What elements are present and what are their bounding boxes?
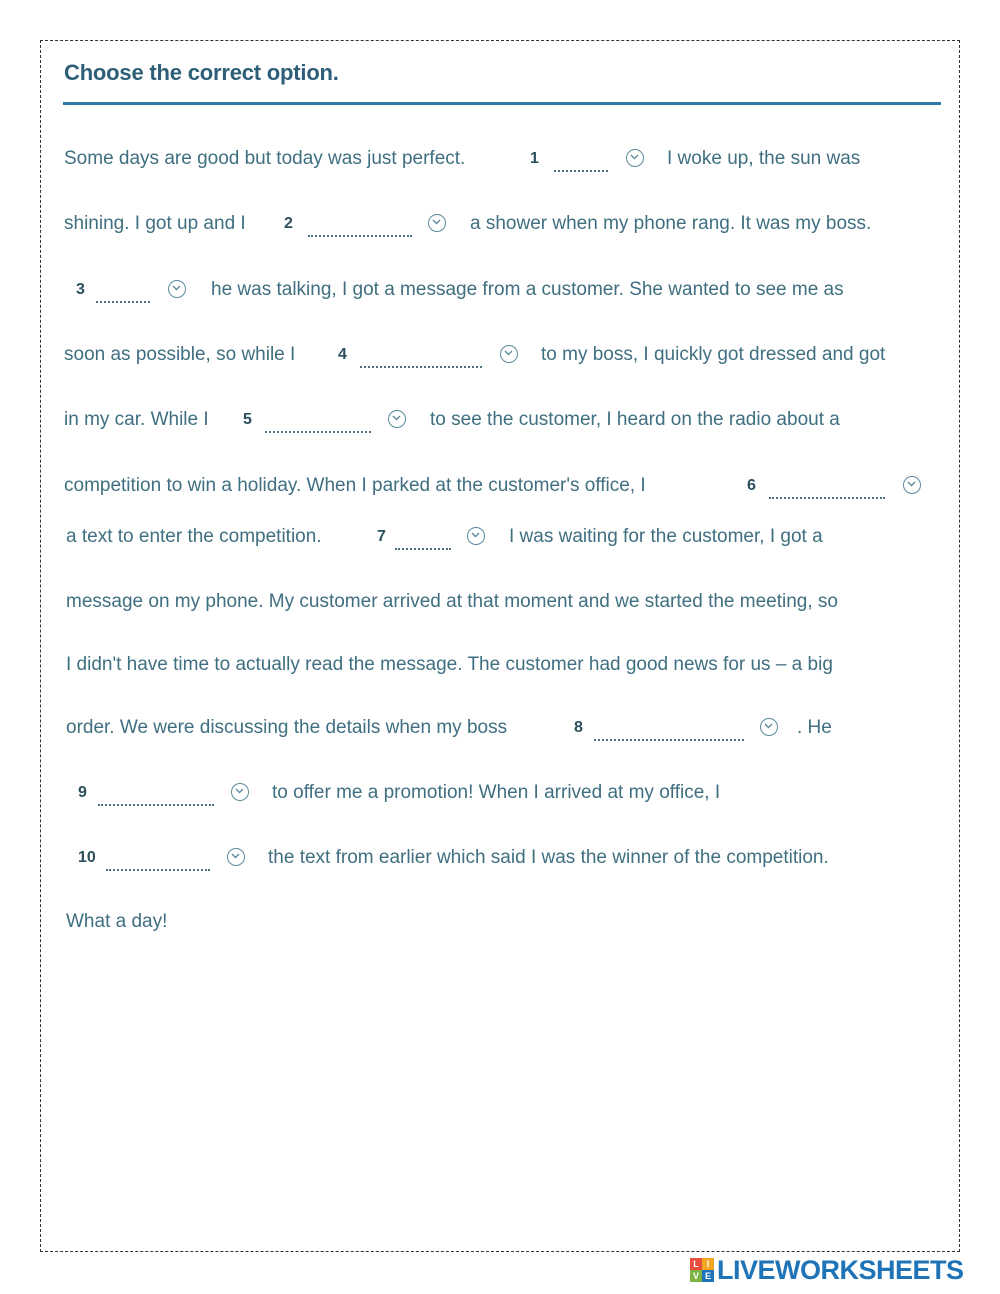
gap-number: 6 (747, 477, 756, 494)
chevron-down-icon[interactable] (903, 476, 921, 494)
text-line: a shower when my phone rang. It was my boss. (470, 213, 872, 234)
answer-gap-1[interactable] (530, 144, 650, 174)
gap-number: 5 (243, 411, 252, 428)
answer-blank[interactable] (395, 548, 451, 550)
answer-blank[interactable] (265, 431, 371, 433)
text-line: Some days are good but today was just perfect. (64, 148, 466, 169)
chevron-down-icon[interactable] (168, 280, 186, 298)
chevron-down-icon[interactable] (626, 149, 644, 167)
text-line: . He (797, 717, 832, 738)
chevron-down-icon[interactable] (231, 783, 249, 801)
gap-number: 7 (377, 528, 386, 545)
text-line: I was waiting for the customer, I got a (509, 526, 823, 547)
answer-gap-8[interactable] (574, 713, 784, 743)
text-line: I woke up, the sun was (667, 148, 861, 169)
chevron-down-icon[interactable] (760, 718, 778, 736)
answer-blank[interactable] (308, 235, 412, 237)
text-line: What a day! (66, 911, 168, 932)
answer-gap-9[interactable] (78, 778, 258, 808)
answer-blank[interactable] (594, 739, 744, 741)
logo-tile: L (690, 1258, 702, 1270)
text-line: to offer me a promotion! When I arrived at my office, I (272, 782, 721, 803)
chevron-down-icon[interactable] (428, 214, 446, 232)
gap-number: 4 (338, 346, 347, 363)
text-line: to see the customer, I heard on the radio about a (430, 409, 840, 430)
gap-number: 1 (530, 150, 539, 167)
heading-underline (63, 102, 941, 105)
text-line: competition to win a holiday. When I parked at the customer's office, I (64, 475, 646, 496)
chevron-down-icon[interactable] (467, 527, 485, 545)
answer-blank[interactable] (96, 301, 150, 303)
logo-text: LIVEWORKSHEETS (717, 1254, 964, 1285)
text-line: he was talking, I got a message from a customer. She wanted to see me as (211, 279, 844, 300)
answer-gap-5[interactable] (243, 405, 413, 435)
liveworksheets-logo (690, 1254, 964, 1286)
answer-gap-7[interactable] (377, 522, 497, 552)
gap-number: 2 (284, 215, 293, 232)
text-line: a text to enter the competition. (66, 526, 322, 547)
answer-blank[interactable] (769, 497, 885, 499)
logo-tile: I (702, 1258, 714, 1270)
text-line: to my boss, I quickly got dressed and got (541, 344, 886, 365)
answer-gap-4[interactable] (338, 340, 528, 370)
logo-tile: E (702, 1270, 714, 1282)
gap-number: 10 (78, 849, 96, 866)
answer-blank[interactable] (554, 170, 608, 172)
answer-gap-10[interactable] (78, 843, 258, 873)
text-line: I didn't have time to actually read the message. The customer had good news for us – a big (66, 654, 833, 675)
logo-tiles-icon (690, 1258, 714, 1282)
instruction-heading: Choose the correct option. (64, 60, 339, 85)
text-line: shining. I got up and I (64, 213, 246, 234)
answer-blank[interactable] (360, 366, 482, 368)
chevron-down-icon[interactable] (227, 848, 245, 866)
gap-number: 8 (574, 719, 583, 736)
answer-gap-2[interactable] (284, 209, 454, 239)
gap-number: 3 (76, 281, 85, 298)
text-line: the text from earlier which said I was the winner of the competition. (268, 847, 829, 868)
text-line: in my car. While I (64, 409, 209, 430)
answer-gap-3[interactable] (76, 275, 196, 305)
text-line: message on my phone. My customer arrived at that moment and we started the meeting, so (66, 591, 838, 612)
logo-tile: V (690, 1270, 702, 1282)
answer-gap-6[interactable] (747, 471, 937, 501)
text-line: order. We were discussing the details when my boss (66, 717, 508, 738)
answer-blank[interactable] (106, 869, 210, 871)
chevron-down-icon[interactable] (388, 410, 406, 428)
answer-blank[interactable] (98, 804, 214, 806)
chevron-down-icon[interactable] (500, 345, 518, 363)
text-line: soon as possible, so while I (64, 344, 296, 365)
gap-number: 9 (78, 784, 87, 801)
